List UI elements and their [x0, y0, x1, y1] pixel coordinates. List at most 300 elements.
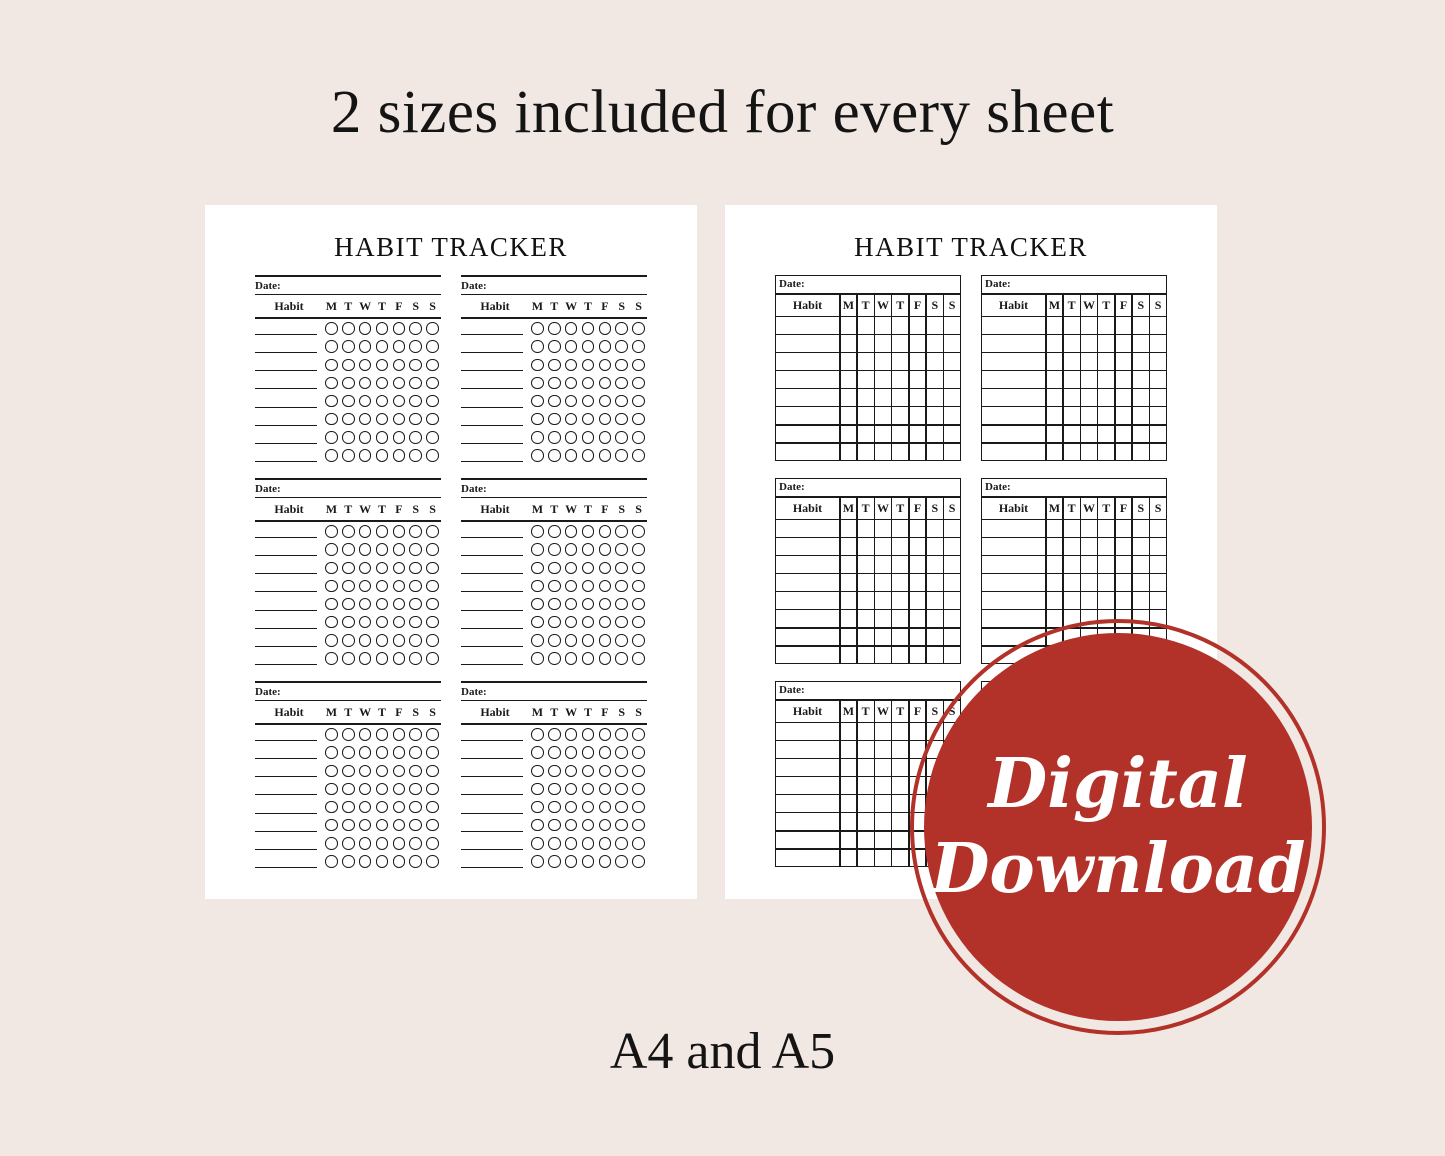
grid-cell	[776, 444, 839, 461]
day-circle-cell	[424, 746, 441, 759]
habit-label: Habit	[982, 295, 1045, 316]
sheet-title: HABIT TRACKER	[854, 232, 1088, 262]
day-circle-cell	[546, 562, 563, 575]
day-circle	[393, 855, 406, 868]
habit-name-line	[461, 561, 523, 574]
day-letter: S	[1150, 498, 1166, 519]
day-circle-cell	[529, 801, 546, 814]
grid-cell	[841, 317, 857, 334]
day-circles	[529, 783, 647, 796]
day-circle-cell	[323, 616, 340, 629]
day-circle-cell	[596, 855, 613, 868]
day-circle-cell	[613, 634, 630, 647]
grid-cell	[1116, 335, 1132, 352]
grid-cell	[944, 629, 960, 646]
day-letters	[323, 705, 441, 720]
day-circle-cell	[546, 783, 563, 796]
day-circle-cell	[596, 652, 613, 665]
grid-cell	[1133, 407, 1149, 424]
day-circle	[548, 449, 561, 462]
day-circle	[409, 616, 422, 629]
day-circle	[426, 340, 439, 353]
day-circle	[548, 801, 561, 814]
day-circle	[615, 855, 628, 868]
day-circle-cell	[357, 359, 374, 372]
grid-cell	[892, 389, 908, 406]
habit-label: Habit	[274, 501, 304, 516]
habit-row	[461, 614, 647, 631]
day-circle-cell	[424, 728, 441, 741]
grid-cell	[841, 850, 857, 867]
day-circle	[325, 783, 338, 796]
grid-cell	[927, 335, 943, 352]
day-circle	[548, 395, 561, 408]
grid-cell	[776, 426, 839, 443]
day-circle	[565, 322, 578, 335]
habit-name-line	[255, 634, 317, 647]
tracker-block	[255, 478, 441, 668]
grid-cell	[982, 426, 1045, 443]
day-circle-cell	[546, 359, 563, 372]
day-circle-cell	[374, 855, 391, 868]
day-circle-cell	[580, 765, 597, 778]
day-circle	[565, 340, 578, 353]
day-letter: M	[841, 701, 857, 722]
habit-row	[461, 559, 647, 576]
day-circle-cell	[630, 359, 647, 372]
habit-row	[255, 817, 441, 834]
day-circle	[548, 652, 561, 665]
day-circle	[409, 340, 422, 353]
grid-cell	[776, 741, 839, 758]
day-circle-cell	[323, 801, 340, 814]
day-circle-cell	[407, 431, 424, 444]
day-circle	[632, 413, 645, 426]
day-circle	[393, 543, 406, 556]
day-circle	[599, 322, 612, 335]
day-circle-cell	[596, 801, 613, 814]
day-circle	[599, 598, 612, 611]
block-header	[255, 498, 441, 522]
day-circle-cell	[613, 819, 630, 832]
grid-cell	[1150, 538, 1166, 555]
day-circle	[376, 449, 389, 462]
day-circle-cell	[563, 598, 580, 611]
tracker-block	[775, 275, 961, 461]
habit-row	[461, 429, 647, 446]
grid-cell	[1116, 353, 1132, 370]
day-circle	[359, 634, 372, 647]
grid-cell	[841, 520, 857, 537]
day-circle	[548, 377, 561, 390]
grid-cell	[944, 389, 960, 406]
day-circle	[531, 322, 544, 335]
grid-cell	[1116, 538, 1132, 555]
day-circle	[548, 359, 561, 372]
habit-name-line	[461, 449, 523, 462]
day-circle-cell	[630, 543, 647, 556]
day-circle	[325, 395, 338, 408]
habit-row	[255, 559, 441, 576]
grid-cell	[776, 610, 839, 627]
day-circle-cell	[563, 413, 580, 426]
day-circle	[632, 377, 645, 390]
day-circle	[632, 359, 645, 372]
day-circle-cell	[613, 855, 630, 868]
day-circle	[342, 431, 355, 444]
habit-row	[461, 356, 647, 373]
day-circles	[529, 340, 647, 353]
grid-cell	[1133, 538, 1149, 555]
day-circle-cell	[424, 580, 441, 593]
habit-name-line	[461, 525, 523, 538]
day-circle	[325, 598, 338, 611]
day-circle	[325, 377, 338, 390]
habit-name-line	[461, 579, 523, 592]
day-circle-cell	[374, 728, 391, 741]
day-circle	[393, 616, 406, 629]
date-label: Date:	[461, 681, 647, 701]
grid-cell	[927, 520, 943, 537]
grid-cell	[776, 407, 839, 424]
day-circle	[359, 413, 372, 426]
day-circle-cell	[630, 652, 647, 665]
date-label: Date:	[982, 479, 1166, 496]
day-letter: W	[565, 501, 578, 516]
day-circles	[323, 728, 441, 741]
day-circle	[531, 728, 544, 741]
day-circle-cell	[596, 525, 613, 538]
grid-cell	[910, 538, 926, 555]
day-circle	[393, 765, 406, 778]
day-circle-cell	[529, 819, 546, 832]
day-circle	[632, 598, 645, 611]
day-letter: F	[910, 295, 926, 316]
day-circle	[325, 616, 338, 629]
day-letter: W	[875, 295, 891, 316]
grid-cell	[944, 371, 960, 388]
grid-cell	[858, 538, 874, 555]
day-circle	[565, 543, 578, 556]
grid-cell	[1047, 574, 1063, 591]
day-circle	[615, 728, 628, 741]
day-circle-cell	[596, 340, 613, 353]
habit-label: Habit	[480, 298, 510, 313]
grid-cell	[892, 592, 908, 609]
habit-row	[255, 632, 441, 649]
grid-cell	[1098, 574, 1114, 591]
day-circle	[531, 413, 544, 426]
grid-cell	[1150, 556, 1166, 573]
day-circle-cell	[613, 413, 630, 426]
day-circles	[323, 431, 441, 444]
day-circle-cell	[357, 634, 374, 647]
day-circle-cell	[390, 855, 407, 868]
grid-cell	[841, 629, 857, 646]
grid-cell	[858, 832, 874, 849]
day-circle	[548, 543, 561, 556]
grid-cell	[892, 723, 908, 740]
habit-name-line	[461, 598, 523, 611]
grid-cell	[841, 813, 857, 830]
day-circle-cell	[596, 746, 613, 759]
day-circle-cell	[323, 377, 340, 390]
day-circle-cell	[407, 322, 424, 335]
day-circle-cell	[613, 562, 630, 575]
day-circle	[582, 728, 595, 741]
grid-cell	[858, 407, 874, 424]
grid-cell	[1081, 353, 1097, 370]
grid-cell	[927, 629, 943, 646]
day-circles	[323, 377, 441, 390]
page-footer-sizes: A4 and A5	[609, 1023, 836, 1080]
day-circle	[531, 395, 544, 408]
day-circle	[531, 449, 544, 462]
day-circle-cell	[529, 855, 546, 868]
grid-cell	[892, 426, 908, 443]
day-circle-cell	[407, 449, 424, 462]
day-circle	[409, 377, 422, 390]
day-circle-cell	[357, 598, 374, 611]
grid-cell	[776, 813, 839, 830]
day-circles	[323, 616, 441, 629]
day-letter: T	[1064, 295, 1080, 316]
day-circle	[426, 431, 439, 444]
day-circle-cell	[630, 395, 647, 408]
day-circle-cell	[613, 616, 630, 629]
day-letter: T	[378, 501, 387, 516]
day-circles	[323, 634, 441, 647]
day-circle-cell	[630, 765, 647, 778]
day-circle-cell	[407, 819, 424, 832]
habit-name-line	[461, 413, 523, 426]
day-circle-cell	[546, 377, 563, 390]
day-circle-cell	[630, 580, 647, 593]
day-circle	[325, 746, 338, 759]
day-circle-cell	[390, 837, 407, 850]
day-circle	[565, 746, 578, 759]
day-circle	[342, 855, 355, 868]
day-circle	[409, 525, 422, 538]
day-circle	[632, 616, 645, 629]
habit-name-line	[255, 652, 317, 665]
day-circle	[393, 377, 406, 390]
day-circles	[529, 819, 647, 832]
habit-name-line	[461, 634, 523, 647]
grid-cell	[982, 371, 1045, 388]
grid-cell	[892, 371, 908, 388]
grid-cell	[910, 723, 926, 740]
day-letter: F	[601, 298, 609, 313]
day-circle-cell	[613, 801, 630, 814]
day-circle-cell	[563, 525, 580, 538]
grid-cell	[875, 813, 891, 830]
day-circle-cell	[323, 359, 340, 372]
day-circle	[342, 322, 355, 335]
grid-cell	[1047, 389, 1063, 406]
date-label: Date:	[461, 275, 647, 295]
habit-row	[255, 762, 441, 779]
day-circles	[323, 783, 441, 796]
grid-cell	[841, 389, 857, 406]
day-circle	[615, 525, 628, 538]
day-circle-cell	[630, 525, 647, 538]
day-circle-cell	[546, 413, 563, 426]
habit-name-line	[255, 801, 317, 814]
day-circle-cell	[596, 783, 613, 796]
day-letter: T	[378, 704, 387, 719]
day-circle-cell	[323, 543, 340, 556]
day-circle-cell	[357, 431, 374, 444]
grid-cell	[1081, 574, 1097, 591]
grid-cell	[892, 647, 908, 664]
habit-row	[461, 744, 647, 761]
habit-row	[461, 817, 647, 834]
day-circle	[599, 449, 612, 462]
day-circle	[359, 449, 372, 462]
grid-cell	[1150, 426, 1166, 443]
grid-cell	[927, 610, 943, 627]
day-circle-cell	[613, 837, 630, 850]
day-circle-cell	[407, 525, 424, 538]
day-circle-cell	[390, 413, 407, 426]
day-circle-cell	[613, 340, 630, 353]
day-circle-cell	[529, 562, 546, 575]
day-letter: S	[927, 701, 943, 722]
day-circle	[325, 634, 338, 647]
habit-rows	[461, 319, 647, 465]
grid-cell	[1150, 335, 1166, 352]
grid-cell	[1064, 520, 1080, 537]
day-circle	[565, 765, 578, 778]
day-circle	[599, 543, 612, 556]
grid-cell	[1047, 592, 1063, 609]
day-circle	[531, 855, 544, 868]
day-circles	[323, 652, 441, 665]
day-circle	[582, 837, 595, 850]
day-circle-cell	[563, 562, 580, 575]
day-circle	[426, 543, 439, 556]
day-circle	[393, 819, 406, 832]
day-circle-cell	[596, 395, 613, 408]
day-circle	[582, 616, 595, 629]
day-circle-cell	[323, 322, 340, 335]
day-circle-cell	[357, 580, 374, 593]
grid-cell	[1047, 371, 1063, 388]
day-circle-cell	[340, 819, 357, 832]
habit-row	[461, 320, 647, 337]
day-circle-cell	[357, 377, 374, 390]
day-circle	[325, 340, 338, 353]
day-circle	[531, 543, 544, 556]
day-circle	[615, 340, 628, 353]
day-circle-cell	[596, 377, 613, 390]
grid-cell	[1116, 371, 1132, 388]
day-circle-cell	[374, 580, 391, 593]
day-letter: W	[875, 701, 891, 722]
day-circle	[409, 580, 422, 593]
day-circle-cell	[613, 652, 630, 665]
day-circle	[325, 765, 338, 778]
grid-cell	[1081, 426, 1097, 443]
day-circle	[409, 765, 422, 778]
day-letter: W	[875, 498, 891, 519]
grid-cell	[875, 407, 891, 424]
day-circle-cell	[340, 431, 357, 444]
day-circle	[325, 449, 338, 462]
grid-cell	[875, 317, 891, 334]
habit-name-line	[255, 764, 317, 777]
grid-cell	[858, 759, 874, 776]
day-circles	[323, 819, 441, 832]
grid-cell	[927, 592, 943, 609]
day-circle	[393, 728, 406, 741]
day-circle	[548, 580, 561, 593]
grid-cell	[1047, 426, 1063, 443]
day-letter: W	[1081, 498, 1097, 519]
day-circle	[426, 652, 439, 665]
grid-cell	[875, 389, 891, 406]
grid-cell	[1133, 389, 1149, 406]
day-circle	[325, 819, 338, 832]
day-circle-cell	[596, 322, 613, 335]
day-circles	[529, 801, 647, 814]
day-circle	[325, 431, 338, 444]
grid-cell	[910, 556, 926, 573]
day-circle-cell	[546, 728, 563, 741]
day-letter: T	[858, 498, 874, 519]
day-circle	[565, 728, 578, 741]
grid-cell	[1081, 389, 1097, 406]
day-circle-cell	[357, 395, 374, 408]
habit-row	[255, 780, 441, 797]
day-letter: S	[635, 298, 642, 313]
day-circle	[426, 377, 439, 390]
day-circle-cell	[407, 728, 424, 741]
habit-row	[461, 799, 647, 816]
badge-line-1: Digital	[988, 744, 1248, 825]
day-circle	[409, 322, 422, 335]
day-circle	[615, 783, 628, 796]
grid-cell	[875, 610, 891, 627]
day-circle	[582, 801, 595, 814]
grid-cell	[841, 777, 857, 794]
day-circle-cell	[596, 449, 613, 462]
day-circle-cell	[357, 413, 374, 426]
day-circle	[359, 598, 372, 611]
day-letter: F	[395, 298, 403, 313]
grid-cell	[1098, 371, 1114, 388]
day-circle-cell	[529, 652, 546, 665]
day-circles	[529, 580, 647, 593]
day-circle	[531, 598, 544, 611]
habit-row	[461, 835, 647, 852]
day-circle	[599, 340, 612, 353]
day-circle	[632, 728, 645, 741]
day-letter: T	[550, 501, 559, 516]
badge-line-2: Download	[930, 829, 1306, 909]
day-circle-cell	[596, 765, 613, 778]
day-circle-cell	[323, 395, 340, 408]
day-circle	[359, 837, 372, 850]
grid-cell	[875, 629, 891, 646]
day-circle-cell	[390, 449, 407, 462]
grid-cell	[944, 610, 960, 627]
grid-cell	[841, 592, 857, 609]
day-circle	[531, 819, 544, 832]
grid-cell	[875, 444, 891, 461]
grid-cell	[1133, 426, 1149, 443]
